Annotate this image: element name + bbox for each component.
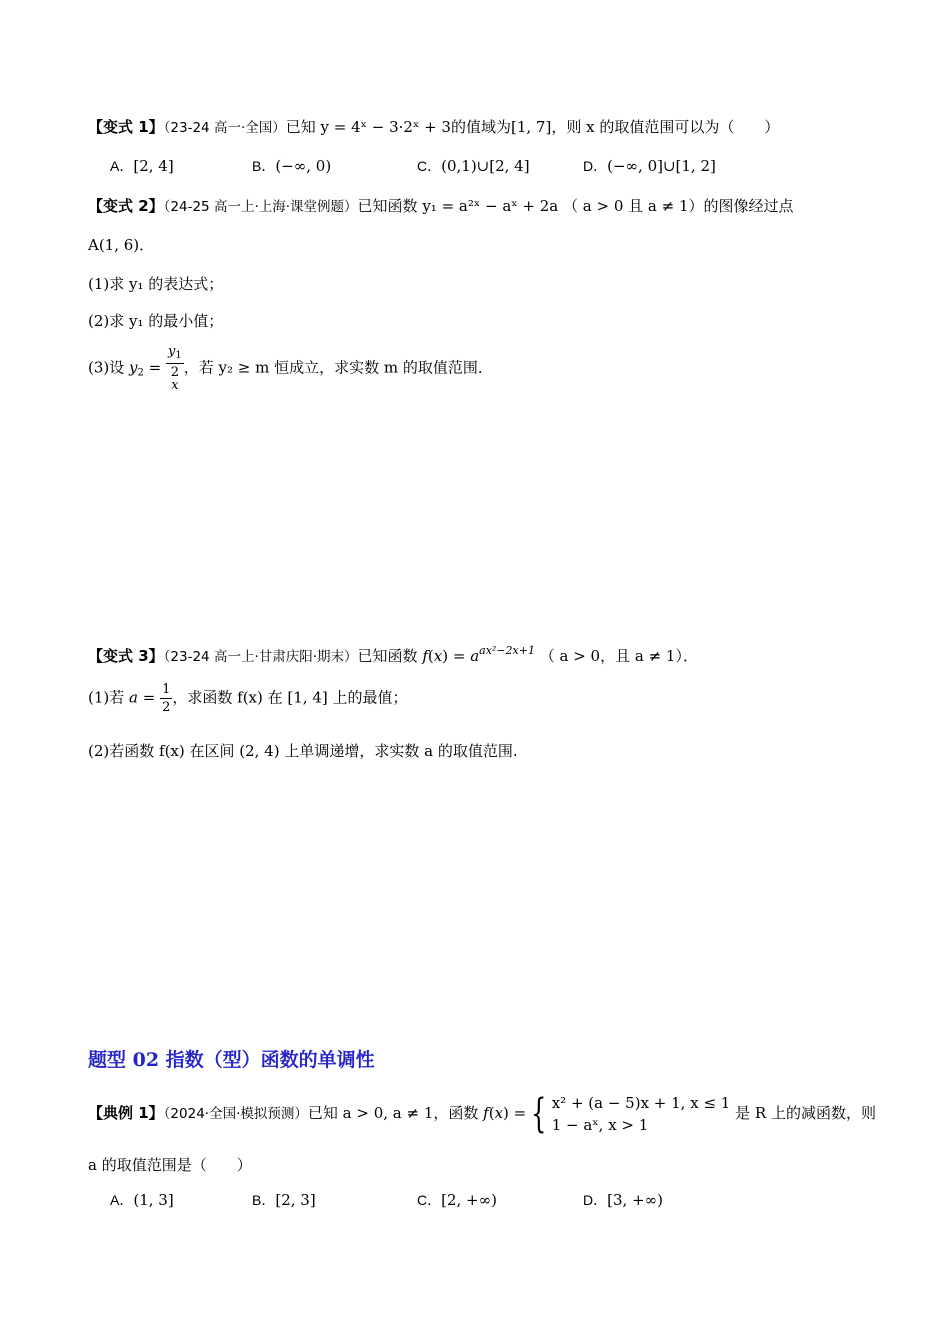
variant-1-stem (88, 116, 779, 137)
variant-3-question-1: (1)若 a = $\frac{1}{2}$ ，求函数 f(x) 在 [1, 4] 上的最值； (88, 682, 408, 715)
fraction-one-half: $\frac{1}{2}$ (162, 682, 171, 715)
option-label: C． (417, 1192, 442, 1208)
example-1-stem (88, 1092, 876, 1136)
variant-2-source: （24-25 高一上·上海·课堂例题） (163, 199, 358, 215)
variant-1-option-a[interactable] (110, 156, 174, 176)
example-1-option-c[interactable] (417, 1190, 497, 1210)
variant-2-question-1: (1)求 y₁ 的表达式； (88, 275, 224, 293)
variant-1-option-d[interactable] (583, 156, 716, 176)
q3-suffix: ，若 y₂ ≥ m 恒成立，求实数 m 的取值范围． (183, 358, 493, 377)
variant-1-stem-post: ，则 x 的取值范围可以为（ ） (551, 118, 780, 136)
variant-1-expression: y = 4ˣ − 3·2ˣ + 3 (320, 118, 451, 136)
example-1-source: （2024·全国·模拟预测） (163, 1106, 308, 1122)
variant-2-question-2: (2)求 y₁ 的最小值； (88, 312, 224, 330)
option-value: (−∞, 0]∪[1, 2] (607, 157, 716, 175)
variant-1-stem-mid: 的值域为 (450, 118, 511, 136)
variant-2-stem (88, 195, 794, 216)
piecewise-function: f(x) = { x² + (a − 5)x + 1, x ≤ 1 1 − aˣ, x > 1 (483, 1091, 731, 1137)
example-1-option-b[interactable] (252, 1190, 316, 1210)
option-value: [3, +∞) (607, 1191, 663, 1209)
option-value: [2, 4] (133, 157, 174, 175)
variant-2-tag: 【变式 2】 (88, 197, 164, 215)
option-label: D． (583, 1192, 608, 1208)
option-value: (1, 3] (133, 1191, 174, 1209)
example-1-tag: 【典例 1】 (88, 1104, 164, 1122)
variant-1-option-c[interactable] (417, 156, 530, 176)
option-value: (−∞, 0) (275, 157, 332, 175)
variant-1-range: [1, 7] (511, 118, 552, 136)
q3-prefix: (3)设 (88, 358, 125, 377)
left-brace: { (531, 1091, 547, 1137)
example-1-stem-pre: 已知 a > 0, a ≠ 1，函数 (307, 1104, 479, 1122)
variant-2-stem-text: 已知函数 (357, 197, 418, 215)
option-label: A． (110, 1192, 134, 1208)
fraction-y1-over-2x: $y_1$ 2 x (168, 344, 182, 393)
option-value: [2, 3] (275, 1191, 316, 1209)
option-label: B． (252, 158, 276, 174)
example-1-option-d[interactable] (583, 1190, 663, 1210)
variant-3-stem-text: 已知函数 (357, 647, 418, 665)
variant-1-tag: 【变式 1】 (88, 118, 164, 136)
option-value: (0,1)∪[2, 4] (441, 157, 530, 175)
option-label: D． (583, 158, 608, 174)
variant-3-source: （23-24 高一上·甘肃庆阳·期末） (163, 649, 358, 665)
variant-1-source: （23-24 高一·全国） (163, 120, 286, 136)
example-1-option-a[interactable] (110, 1190, 174, 1210)
option-label: B． (252, 1192, 276, 1208)
variant-3-expression: f(x) = aax²−2x+1 (422, 644, 535, 665)
q1-suffix: ，求函数 f(x) 在 [1, 4] 上的最值； (172, 688, 408, 707)
variant-2-question-3: (3)设 $y_2$ = $y_1$ 2 x ，若 y₂ ≥ m 恒成立，求实数 m 的取值范围． (88, 344, 493, 393)
variant-2-expression: y₁ = a²ˣ − aˣ + 2a (422, 197, 559, 215)
variant-3-condition: （ a > 0，且 a ≠ 1）． (539, 647, 698, 665)
option-value: [2, +∞) (441, 1191, 497, 1209)
variant-1-option-b[interactable] (252, 156, 331, 176)
variant-3-stem (88, 644, 698, 666)
variant-2-condition: （ a > 0 且 a ≠ 1）的图像经过点 (563, 197, 794, 215)
option-label: A． (110, 158, 134, 174)
example-1-stem-post: 是 R 上的减函数，则 (735, 1104, 876, 1122)
variant-3-tag: 【变式 3】 (88, 647, 164, 665)
piece-1: x² + (a − 5)x + 1, x ≤ 1 (551, 1094, 731, 1112)
variant-3-question-2: (2)若函数 f(x) 在区间 (2, 4) 上单调递增，求实数 a 的取值范围. (88, 742, 518, 760)
example-1-line-2: a 的取值范围是（ ） (88, 1156, 252, 1174)
q1-prefix: (1)若 (88, 688, 125, 707)
variant-2-point: A(1, 6)． (88, 236, 155, 254)
piece-2: 1 − aˣ, x > 1 (551, 1116, 649, 1134)
variant-1-stem-pre: 已知 (285, 118, 316, 136)
option-label: C． (417, 158, 442, 174)
section-heading: 题型 02 指数（型）函数的单调性 (88, 1049, 375, 1071)
